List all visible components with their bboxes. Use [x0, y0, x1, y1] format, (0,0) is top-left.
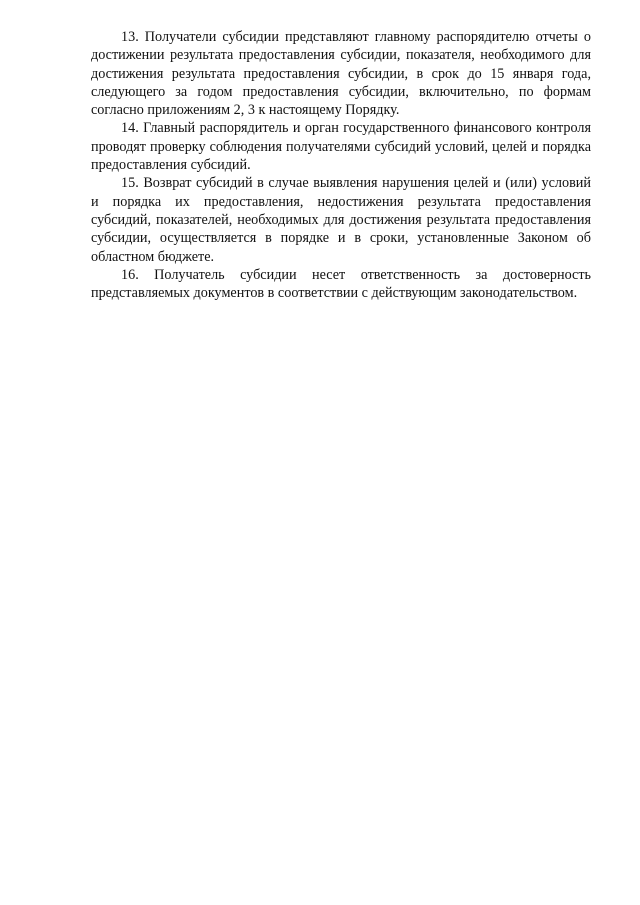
paragraph-13: 13. Получатели субсидии представляют главному распорядителю отчеты о достижении результата предоставления субсидии, показателя, необходимого для достижения результата предоставления субсидии, в срок до 15 января года, следующего за годом предоставления субсидии, включительно, по формам согласно приложениям 2, 3 к настоящему Порядку.	[91, 29, 591, 119]
paragraph-16: 16. Получатель субсидии несет ответственность за достоверность представляемых документов в соответствии с действующим законодательством.	[91, 266, 591, 302]
paragraph-14: 14. Главный распорядитель и орган государственного финансового контроля проводят проверку соблюдения получателями субсидий условий, целей и порядка предоставления субсидий.	[91, 120, 591, 174]
paragraph-15: 15. Возврат субсидий в случае выявления нарушения целей и (или) условий и порядка их предоставления, недостижения результата предоставления субсидий, показателей, необходимых для достижения результата предоставления субсидии, осуществляется в порядке и в сроки, установленные Законом об областном бюджете.	[91, 175, 591, 265]
document-body	[91, 28, 591, 302]
